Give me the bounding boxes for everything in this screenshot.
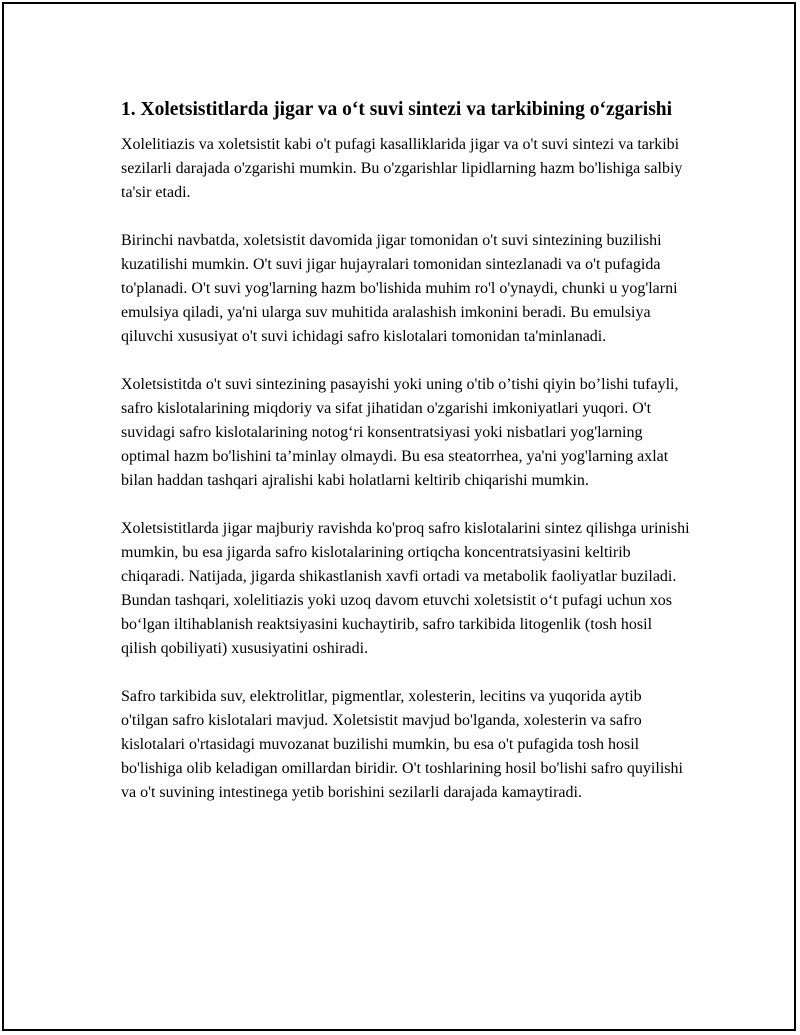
paragraph-5: Safro tarkibida suv, elektrolitlar, pigmentlar, xolesterin, lecitins va yuqorida aytib o'tilgan safro kislotalari mavjud. Xoletsistit mavjud bo'lganda, xolesterin va safro kislotalari o'rtasidagi muvozanat buzilishi mumkin, bu esa o't pufagida tosh hosil bo'lishiga olib keladigan omillardan biridir. O't toshlarining hosil bo'lishi safro quyilishi va o't suvining intestinega yetib borishini sezilarli darajada kamaytiradi. xyxy=(121,688,683,801)
document-body xyxy=(121,96,691,829)
page-frame xyxy=(2,2,796,1031)
paragraph-1: Xolelitiazis va xoletsistit kabi o't pufagi kasalliklarida jigar va o't suvi sintezi va tarkibi sezilarli darajada o'zgarishi mumkin. Bu o'zgarishlar lipidlarning hazm bo'lishiga salbiy ta'sir etadi. xyxy=(121,136,683,201)
paragraph-3: Xoletsistitda o't suvi sintezining pasayishi yoki uning o'tib o’tishi qiyin bo’lishi tufayli, safro kislotalarining miqdoriy va sifat jihatidan o'zgarishi imkoniyatlari yuqori. O't suvidagi safro kislotalarining notog‘ri konsentratsiyasi yoki nisbatlari yog'larning optimal hazm bo'lishini ta’minlay olmaydi. Bu esa steatorrhea, ya'ni yog'larning axlat bilan haddan tashqari ajralishi kabi holatlarni keltirib chiqarishi mumkin. xyxy=(121,376,679,489)
paragraph-4: Xoletsistitlarda jigar majburiy ravishda ko'proq safro kislotalarini sintez qilishga urinishi mumkin, bu esa jigarda safro kislotalarining ortiqcha koncentratsiyasini keltirib chiqaradi. Natijada, jigarda shikastlanish xavfi ortadi va metabolik faoliyatlar buziladi. Bundan tashqari, xolelitiazis yoki uzoq davom etuvchi xoletsistit o‘t pufagi uchun xos bo‘lgan iltihablanish reaktsiyasini kuchaytirib, safro tarkibida litogenlik (tosh hosil qilish qobiliyati) xususiyatini oshiradi. xyxy=(121,520,690,657)
paragraph-2: Birinchi navbatda, xoletsistit davomida jigar tomonidan o't suvi sintezining buzilishi kuzatilishi mumkin. O't suvi jigar hujayralari tomonidan sintezlanadi va o't pufagida to'planadi. O't suvi yog'larning hazm bo'lishida muhim ro'l o'ynaydi, chunki u yog'larni emulsiya qiladi, ya'ni ularga suv muhitida aralashish imkonini beradi. Bu emulsiya qiluvchi xususiyat o't suvi ichidagi safro kislotalari tomonidan ta'minlanadi. xyxy=(121,232,678,345)
section-heading: 1. Xoletsistitlarda jigar va o‘t suvi sintezi va tarkibining o‘zgarishi xyxy=(121,99,673,120)
